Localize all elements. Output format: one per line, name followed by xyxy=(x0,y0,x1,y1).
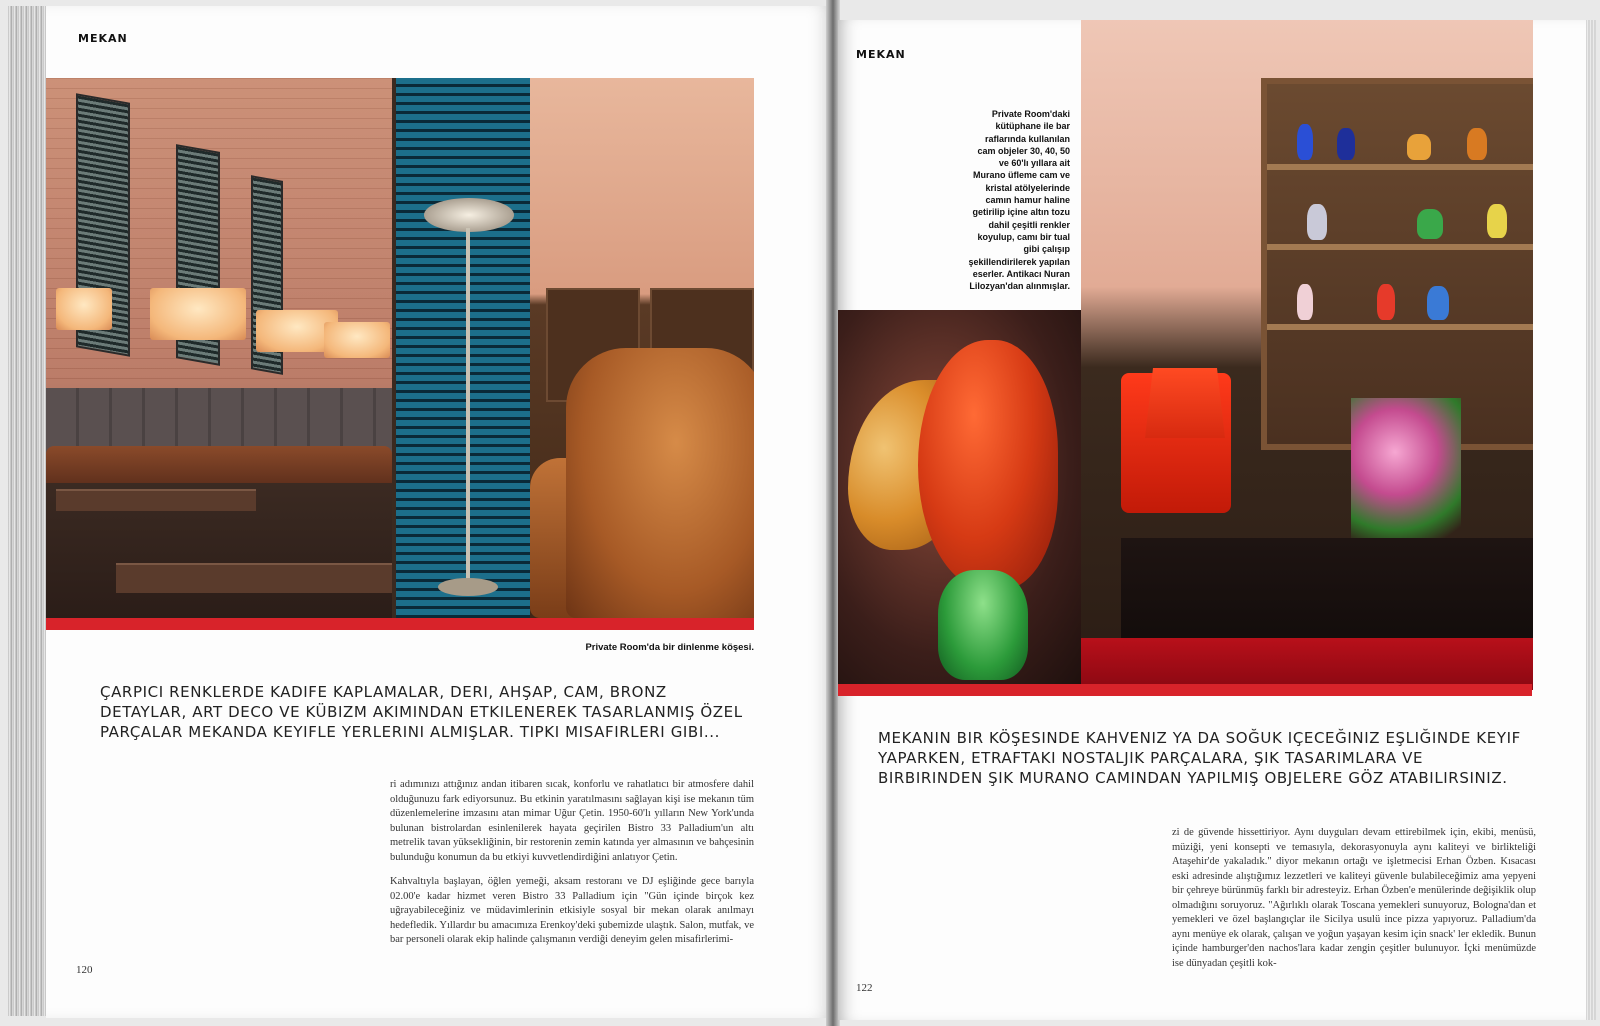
private-room-photo xyxy=(1081,20,1533,690)
glass-object xyxy=(1467,128,1487,160)
floor-lamp-shade xyxy=(424,198,514,232)
red-carpet xyxy=(1081,638,1533,690)
floor-lamp-base xyxy=(438,578,498,596)
rooster-body xyxy=(918,340,1058,590)
wall-lamp xyxy=(56,288,112,330)
photo-caption: Private Room'da bir dinlenme köşesi. xyxy=(585,642,754,653)
banquette-seating xyxy=(46,446,392,486)
red-accent-bar xyxy=(838,684,1532,696)
body-paragraph: Kahvaltıyla başlayan, öğlen yemeği, aksam restoranı ve DJ eşliğinde gece barıyla 02.00'e kadar hizmet veren Bistro 33 Palladium için "Gün içinde birçok kez uğrayabileceğiniz ve müdavimlerinin etkisiyle sosyal bir mekan olarak anılmayı hedefledik. Yıllardır bu amacımıza Erenkoy'deki şubemizde ulaştık. Salon, mutfak, ve bar personeli olarak ekip halinde çalışmanın verdiği deneyim gelen misafirlerimi- xyxy=(390,876,754,945)
table-top xyxy=(116,563,392,593)
page-number: 120 xyxy=(76,964,93,976)
right-page xyxy=(838,20,1590,1020)
side-caption: Private Room'daki kütüphane ile bar raflarında kullanılan cam objeler 30, 40, 50 ve 60'lı yıllara ait Murano üfleme cam ve kristal atölyelerinde camın hamur haline getirilip içine altın tozu dahil çeşitli renkler koyulup, camı bir tual gibi çalışıp şekillendirilerek yapılan eserler. Antikacı Nuran Lilozyan'dan alınmışlar. xyxy=(968,109,1070,292)
body-text-column xyxy=(1172,826,1536,981)
glass-object xyxy=(1417,209,1443,239)
pull-quote: ÇARPICI RENKLERDE KADIFE KAPLAMALAR, DERI, AHŞAP, CAM, BRONZ DETAYLAR, ART DECO VE KÜBIZM AKIMINDAN ETKILENEREK TASARLANMIŞ ÖZEL PARÇALAR MEKANDA KEYIFLE YERLERINI ALMIŞLAR. TIPKI MISAFIRLERI GIBI... xyxy=(100,683,743,741)
pull-quote: MEKANIN BIR KÖŞESINDE KAHVENIZ YA DA SOĞUK IÇECEĞINIZ EŞLIĞINDE KEYIF YAPARKEN, ETRAFTAKI NOSTALJIK PARÇALARA, ŞIK TASARIMLARA VE BIRBIRINDEN ŞIK MURANO CAMINDAN YAPILMIŞ OBJELERE GÖZ ATABILIRSINIZ. xyxy=(878,729,1521,787)
section-tag: MEKAN xyxy=(78,32,128,45)
shelf xyxy=(1267,164,1533,170)
body-paragraph: zi de güvende hissettiriyor. Aynı duyguları devam ettirebilmek için, ekibi, menüsü, müziği, yeni konsepti ve temasıyla, dekorasyonuyla aynı kaliteyi ve birlikteliği Ataşehir'de yakaladık." diyor mekanın ortağı ve işletmecisi Erhan Özben. Kısacası eski adresinde alıştığımız lezzetleri ve kaliteyi güvenle bulabileceğimiz ama yepyeni bir çehreye bürünmüş farklı bir adresteyiz. Erhan Özben'e menülerinde değişiklik olup olmadığını soruyoruz. "Ağırlıklı olarak Toscana yemekleri sunuyoruz, Bologna'dan et yemekleri ve özel başlangıçlar ile Sicilya usulü ince pizza yapıyoruz. Palladium'da aynı menüye ek olarak, çalışan ve yoğun yaşayan kesim için snack' ler ekledik. Bunun içinde hamburger'den nachos'lara kadar zengin çeşitler bulunuyor. İçki menümüzde ise dünyadan çeşitli kok- xyxy=(1172,827,1536,969)
velvet-armchair xyxy=(566,348,754,618)
table-top xyxy=(56,489,256,511)
floor-lamp-pole xyxy=(466,228,470,588)
red-lamp-shade xyxy=(1145,368,1225,438)
glass-object xyxy=(1427,286,1449,320)
glass-object xyxy=(1487,204,1507,238)
window-blinds xyxy=(392,78,538,618)
body-paragraph: ri adımınızı attığınız andan itibaren sıcak, konforlu ve rahatlatıcı bir atmosfere dahil olduğunuzu fark ediyorsunuz. Bu etkinin yaratılmasını sağlayan kişi ise mekanın tüm düzenlemelerine imzasını atan mimar Uğur Çetin. 1950-60'lı yılların New York'unda bulunan bistrolardan esinlenilerek hayata geçirilen Bistro 33 Palladium'un altı metrelik tavan yüksekliğinin, bir restorenin zemin katında yer almasının ve bahçesinin bulunduğu konumun da bu etkiyi kuvvetlendirdiğini anlatıyor Çetin. xyxy=(390,779,754,863)
red-accent-bar xyxy=(46,618,754,630)
body-text-column xyxy=(390,778,754,958)
glass-object xyxy=(1337,128,1355,160)
glass-object xyxy=(1307,204,1327,240)
dining-tables xyxy=(46,483,392,618)
rooster-green-base xyxy=(938,570,1028,680)
glass-object xyxy=(1297,124,1313,160)
shelf xyxy=(1267,324,1533,330)
glass-object xyxy=(1407,134,1431,160)
glass-shelves xyxy=(1261,78,1533,450)
section-tag: MEKAN xyxy=(856,48,906,61)
glass-object xyxy=(1377,284,1395,320)
shelf xyxy=(1267,244,1533,250)
murano-rooster-photo xyxy=(838,310,1093,690)
glass-object xyxy=(1297,284,1313,320)
lounge-photo xyxy=(46,78,754,618)
wall-lamp xyxy=(150,288,246,340)
wall-lamp xyxy=(324,322,390,358)
page-stack-left xyxy=(8,6,48,1016)
page-stack-right xyxy=(1586,20,1596,1020)
page-number: 122 xyxy=(856,982,873,994)
left-page xyxy=(46,6,836,1018)
